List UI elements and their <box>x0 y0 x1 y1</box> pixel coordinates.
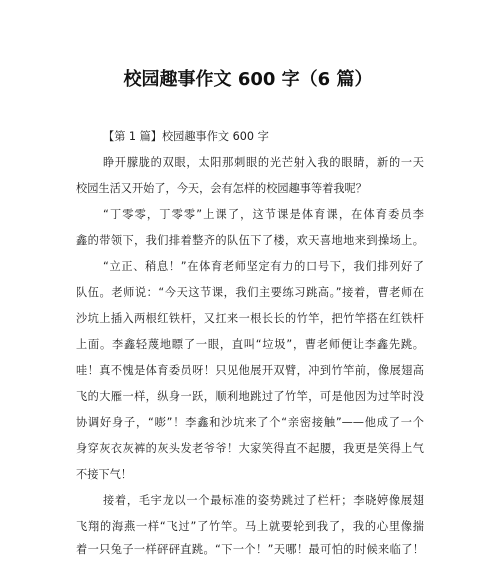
paragraph-line: 协调好身子，“嘭”！李鑫和沙坑来了个“亲密接触”——他成了一个 <box>76 416 424 429</box>
paragraph-line: 鑫的带领下，我们排着整齐的队伍下了楼，欢天喜地地来到操场上。 <box>76 234 424 247</box>
paragraph-4 <box>76 488 424 560</box>
document-title: 校园趣事作文 600 字（6 篇） <box>123 69 373 90</box>
paragraph-3 <box>76 254 424 488</box>
paragraph-line: 飞翔的海燕一样“飞过”了竹竿。马上就要轮到我了，我的心里像揣 <box>76 520 424 533</box>
paragraph-line: 哇！真不愧是体育委员呀！只见他展开双臂，冲到竹竿前，像展翅高 <box>76 364 424 377</box>
paragraph-line: 身穿灰衣灰裤的灰头发老爷爷！大家笑得直不起腰，我更是笑得上气 <box>76 442 424 455</box>
paragraph-line: “立正、稍息！”在体育老师坚定有力的口号下，我们排列好了 <box>103 260 424 273</box>
paragraph-line: 上面。李鑫轻蔑地瞟了一眼，直叫“垃圾”，曹老师便让李鑫先跳。 <box>76 338 424 351</box>
paragraph-line: 接着，毛宇龙以一个最标准的姿势跳过了栏杆；李晓婷像展翅 <box>103 494 424 507</box>
paragraph-1 <box>76 150 424 202</box>
paragraph-line: 飞的大雁一样，纵身一跃，顺利地跳过了竹竿，可是他因为过竿时没 <box>76 390 424 403</box>
paragraph-line: 校园生活又开始了，今天，会有怎样的校园趣事等着我呢？ <box>76 182 367 195</box>
paragraph-line: 着一只兔子一样砰砰直跳。“下一个！”天哪！最可怕的时候来临了！ <box>76 543 424 556</box>
paragraph-line: “丁零零，丁零零”上课了，这节课是体育课，在体育委员李 <box>103 208 424 221</box>
paragraph-2 <box>76 202 424 254</box>
paragraph-line: 队伍。老师说：“今天这节课，我们主要练习跳高。”接着，曹老师在 <box>76 286 424 299</box>
paragraph-line: 睁开朦胧的双眼，太阳那刺眼的光芒射入我的眼睛，新的一天 <box>103 156 424 169</box>
paragraph-line: 沙坑上插入两根红铁杆，又扛来一根长长的竹竿，把竹竿搭在红铁杆 <box>76 312 424 325</box>
section-heading: 【第 1 篇】校园趣事作文 600 字 <box>103 130 269 143</box>
article-body <box>76 124 424 560</box>
paragraph-line: 不接下气！ <box>76 468 132 481</box>
